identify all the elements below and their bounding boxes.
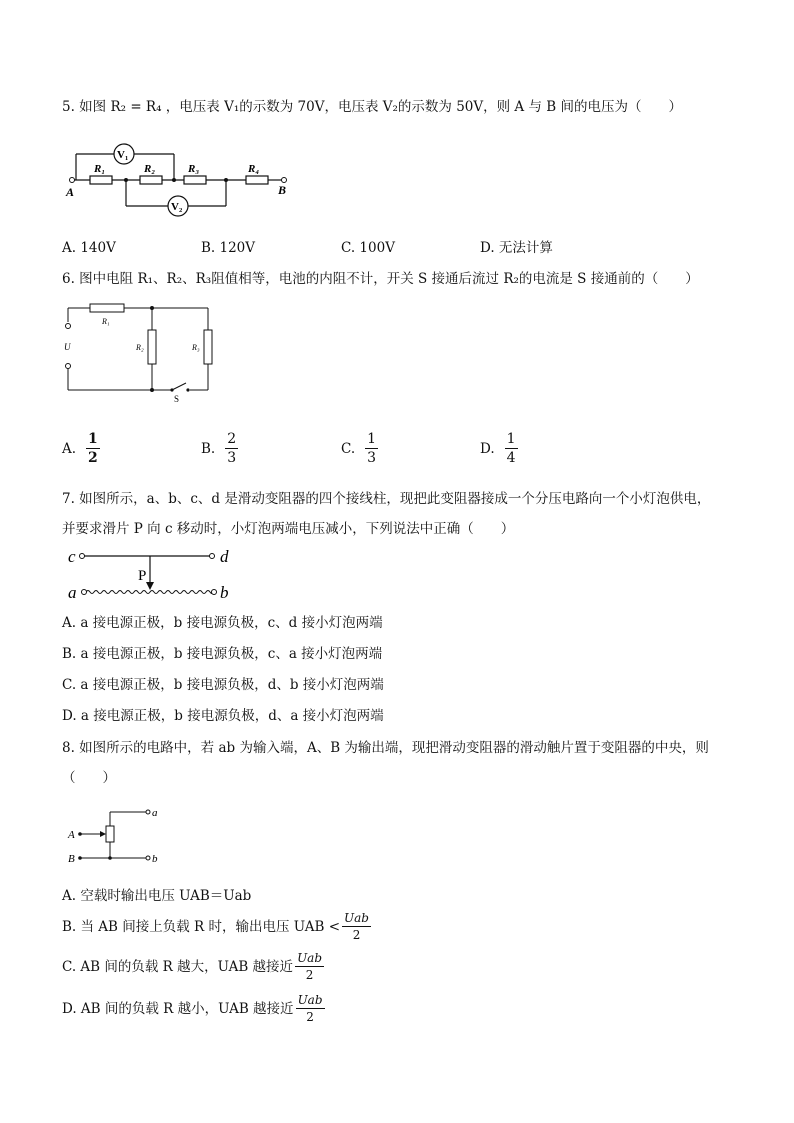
fraction: $\frac{\text{Uab}}{2}$ [297, 993, 323, 1024]
q5-r2-label: R₂ [144, 163, 156, 175]
q5-v2-label: V₂ [171, 201, 183, 213]
q5-option-a[interactable]: A. 140V [62, 240, 116, 256]
q5-circuit-diagram [62, 140, 302, 220]
q6-s-label: S [174, 394, 180, 404]
q5-stem: 5. 如图 R₂ = R₄ ，电压表 V₁的示数为 70V，电压表 V₂的示数为 50V，则 A 与 B 间的电压为（ ） [62, 99, 682, 115]
q8-stem-line2: （ ） [62, 770, 116, 786]
q5-v1-label: V₁ [117, 149, 129, 161]
q5-r1-label: R₁ [94, 163, 106, 175]
q6-option-c[interactable]: C. $\frac{1}{3}$ [341, 431, 377, 466]
q5-option-c[interactable]: C. 100V [341, 240, 395, 256]
q8-stem-line1: 8. 如图所示的电路中，若 ab 为输入端，A、B 为输出端，现把滑动变阻器的滑动触片置于变阻器的中央，则 [62, 740, 709, 756]
q7-option-c[interactable]: C. a 接电源正极，b 接电源负极，d、b 接小灯泡两端 [62, 677, 384, 693]
q7-option-a[interactable]: A. a 接电源正极，b 接电源负极，c、d 接小灯泡两端 [62, 615, 383, 631]
q6-u-label: U [64, 342, 71, 352]
fraction: $\frac{1}{4}$ [506, 431, 516, 466]
q7-rheostat-diagram [62, 542, 242, 606]
q8-option-b[interactable]: B. 当 AB 间接上负载 R 时，输出电压 UAB < $\frac{\text{Uab}}{2}$ [62, 911, 369, 942]
q8-option-c[interactable]: C. AB 间的负载 R 越大，UAB 越接近 $\frac{\text{Uab}}{2}$ [62, 951, 323, 982]
q8-B-output-label: B [68, 853, 75, 865]
q6-option-d[interactable]: D. $\frac{1}{4}$ [480, 431, 516, 466]
q5-option-b[interactable]: B. 120V [201, 240, 256, 256]
q8-a-terminal-label: a [152, 807, 158, 819]
q6-r3-label: R₃ [192, 343, 200, 352]
q5-a-terminal-label: A [66, 185, 75, 199]
fraction: $\frac{2}{3}$ [227, 431, 237, 466]
q5-r4-label: R₄ [248, 163, 260, 175]
q7-a-terminal-label: a [68, 583, 77, 602]
q6-stem: 6. 图中电阻 R₁、R₂、R₃阻值相等，电池的内阻不计，开关 S 接通后流过 R₂的电流是 S 接通前的（ ） [62, 271, 699, 287]
q8-option-a[interactable]: A. 空载时输出电压 UAB＝Uab [62, 888, 252, 904]
q5-b-terminal-label: B [278, 183, 287, 197]
q7-c-terminal-label: c [68, 547, 76, 566]
q5-option-d[interactable]: D. 无法计算 [480, 240, 553, 256]
q7-stem-line2: 并要求滑片 P 向 c 移动时，小灯泡两端电压减小，下列说法中正确（ ） [62, 521, 515, 537]
q8-A-output-label: A [68, 829, 75, 841]
fraction: $\frac{1}{3}$ [367, 431, 377, 466]
q6-option-b[interactable]: B. $\frac{2}{3}$ [201, 431, 237, 466]
q7-option-b[interactable]: B. a 接电源正极，b 接电源负极，c、a 接小灯泡两端 [62, 646, 383, 662]
q6-option-a[interactable]: A. $\frac{1}{2}$ [62, 431, 98, 466]
q7-b-terminal-label: b [220, 583, 229, 602]
q7-stem-line1: 7. 如图所示，a、b、c、d 是滑动变阻器的四个接线柱，现把此变阻器接成一个分压电路向一个小灯泡供电， [62, 491, 711, 507]
q8-circuit-diagram [62, 798, 172, 868]
q5-r3-label: R₃ [188, 163, 200, 175]
q8-option-d[interactable]: D. AB 间的负载 R 越小，UAB 越接近 $\frac{\text{Uab}}{2}$ [62, 993, 323, 1024]
q6-circuit-diagram [62, 296, 222, 406]
q7-d-terminal-label: d [220, 547, 229, 566]
fraction: $\frac{\text{Uab}}{2}$ [344, 911, 369, 942]
q6-r2-label: R₂ [136, 343, 144, 352]
fraction: $\frac{\text{Uab}}{2}$ [297, 951, 323, 982]
q7-option-d[interactable]: D. a 接电源正极，b 接电源负极，d、a 接小灯泡两端 [62, 708, 384, 724]
fraction: $\frac{1}{2}$ [88, 431, 98, 466]
q6-r1-label: R₁ [102, 317, 110, 326]
q8-b-terminal-label: b [152, 853, 158, 865]
q7-slider-p-label: P [138, 568, 147, 584]
